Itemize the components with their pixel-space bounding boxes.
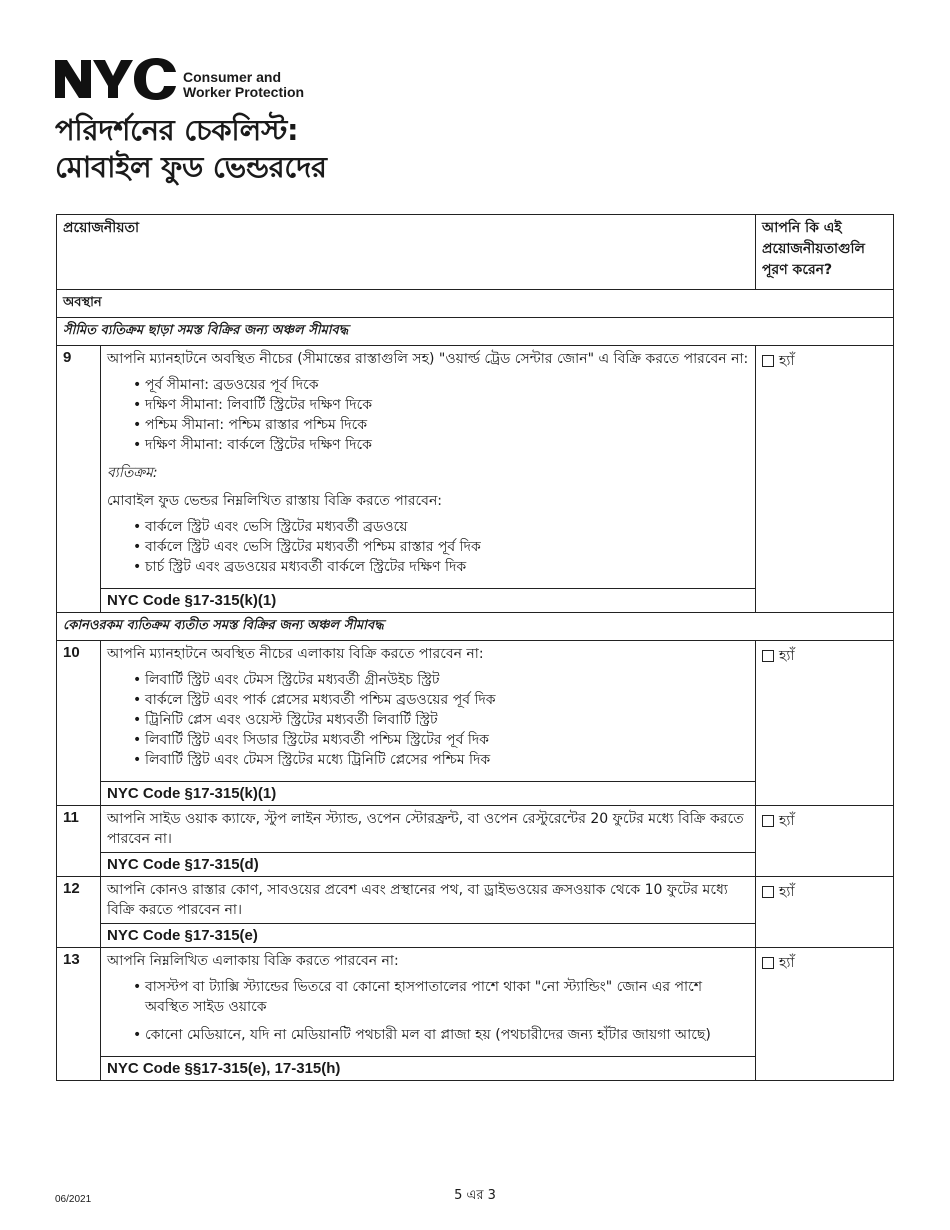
requirement-text	[101, 641, 756, 782]
nyc-code: NYC Code §17-315(e)	[101, 924, 756, 948]
title-line-2: মোবাইল ফুড ভেন্ডরদের	[55, 150, 327, 184]
answer-cell	[756, 948, 894, 1081]
requirement-header: প্রয়োজনীয়তা	[57, 215, 756, 290]
requirement-text	[101, 948, 756, 1057]
nyc-code: NYC Code §17-315(d)	[101, 853, 756, 877]
section-row	[57, 290, 894, 318]
list-item: • বার্কলে স্ট্রিট এবং ভেসি স্ট্রিটের মধ্যবর্তী পশ্চিম রাস্তার পূর্ব দিক	[145, 537, 749, 557]
exception-text: মোবাইল ফুড ভেন্ডর নিম্নলিখিত রাস্তায় বিক্রি করতে পারবেন:	[107, 493, 443, 509]
requirement-description: আপনি ম্যানহাটনে অবস্থিত নীচের (সীমান্তের রাস্তাগুলি সহ) "ওয়ার্ল্ড ট্রেড সেন্টার জোন" এ বিক্রি করতে পারবেন না:	[107, 351, 749, 367]
exception-list	[107, 517, 749, 577]
yes-label: হ্যাঁ	[779, 648, 795, 664]
list-item: • চার্চ স্ট্রিট এবং ব্রডওয়ের মধ্যবর্তী বার্কলে স্ট্রিটের দক্ষিণ দিক	[145, 557, 749, 577]
table-row	[57, 948, 894, 1057]
agency-name	[183, 70, 304, 102]
answer-header: আপনি কি এই প্রয়োজনীয়তাগুলি পূরণ করেন?	[756, 215, 894, 290]
section-location: অবস্থান	[57, 290, 894, 318]
answer-cell	[756, 877, 894, 948]
yes-checkbox[interactable]	[762, 809, 794, 833]
list-item: • বার্কলে স্ট্রিট এবং ভেসি স্ট্রিটের মধ্যবর্তী ব্রডওয়ে	[145, 517, 749, 537]
title-line-1: পরিদর্শনের চেকলিস্ট:	[55, 113, 299, 147]
nyc-code: NYC Code §17-315(k)(1)	[101, 589, 756, 613]
checkbox-square-icon[interactable]	[762, 886, 774, 898]
nyc-logo	[55, 56, 177, 102]
yes-checkbox[interactable]	[762, 349, 794, 373]
agency-line-2: Worker Protection	[183, 84, 305, 100]
requirement-text: আপনি সাইড ওয়াক ক্যাফে, স্টুপ লাইন স্ট্যান্ড, ওপেন স্টোরফ্রন্ট, বা ওপেন রেস্টুরেন্টের 20 ফুটের মধ্যে বিক্রি করতে পারবেন না।	[101, 806, 756, 853]
row-number: 11	[57, 806, 101, 877]
table-row	[57, 877, 894, 924]
page-number: 5 এর 3	[454, 1188, 496, 1203]
yes-label: হ্যাঁ	[779, 884, 795, 900]
yes-label: হ্যাঁ	[779, 955, 795, 971]
row-number: 12	[57, 877, 101, 948]
checkbox-square-icon[interactable]	[762, 650, 774, 662]
table-header-row	[57, 215, 894, 290]
header	[55, 52, 304, 102]
list-item: • পশ্চিম সীমানা: পশ্চিম রাস্তার পশ্চিম দিকে	[145, 415, 749, 435]
subsection-no-exception: কোনওরকম ব্যতিক্রম ব্যতীত সমস্ত বিক্রির জন্য অঞ্চল সীমাবদ্ধ	[57, 613, 894, 641]
subsection-limited: সীমিত ব্যতিক্রম ছাড়া সমস্ত বিক্রির জন্য অঞ্চল সীমাবদ্ধ	[57, 318, 894, 346]
requirement-text: আপনি কোনও রাস্তার কোণ, সাবওয়ের প্রবেশ এবং প্রস্থানের পথ, বা ড্রাইভওয়ের ক্রসওয়াক থেকে 10 ফুটের মধ্যে বিক্রি করতে পারবেন না।	[101, 877, 756, 924]
row-number: 9	[57, 346, 101, 613]
yes-label: হ্যাঁ	[779, 813, 795, 829]
requirement-description: আপনি ম্যানহাটনে অবস্থিত নীচের এলাকায় বিক্রি করতে পারবেন না:	[107, 646, 484, 662]
checklist-table	[56, 214, 894, 1081]
checkbox-square-icon[interactable]	[762, 815, 774, 827]
agency-line-1: Consumer and	[183, 69, 282, 85]
yes-checkbox[interactable]	[762, 644, 794, 668]
nyc-code: NYC Code §§17-315(e), 17-315(h)	[101, 1057, 756, 1081]
table-row	[57, 806, 894, 853]
area-list	[107, 977, 749, 1045]
list-item: • লিবার্টি স্ট্রিট এবং টেমস স্ট্রিটের মধ্যে ট্রিনিটি প্লেসের পশ্চিম দিক	[145, 750, 749, 770]
list-item: • কোনো মেডিয়ানে, যদি না মেডিয়ানটি পথচারী মল বা প্লাজা হয় (পথচারীদের জন্য হাঁটার জায়গা আছে)	[145, 1025, 749, 1045]
page-title	[55, 112, 327, 186]
list-item: • লিবার্টি স্ট্রিট এবং সিডার স্ট্রিটের মধ্যবর্তী পশ্চিম স্ট্রিটের পূর্ব দিক	[145, 730, 749, 750]
list-item: • দক্ষিণ সীমানা: লিবার্টি স্ট্রিটের দক্ষিণ দিকে	[145, 395, 749, 415]
requirement-description: আপনি নিম্নলিখিত এলাকায় বিক্রি করতে পারবেন না:	[107, 953, 399, 969]
checkbox-square-icon[interactable]	[762, 957, 774, 969]
list-item: • পূর্ব সীমানা: ব্রডওয়ের পূর্ব দিকে	[145, 375, 749, 395]
yes-checkbox[interactable]	[762, 951, 794, 975]
requirement-text	[101, 346, 756, 589]
table-row	[57, 641, 894, 782]
yes-label: হ্যাঁ	[779, 353, 795, 369]
area-list	[107, 670, 749, 770]
answer-cell	[756, 641, 894, 806]
row-number: 13	[57, 948, 101, 1081]
answer-cell	[756, 806, 894, 877]
subsection-row	[57, 318, 894, 346]
exception-label: ব্যতিক্রম:	[107, 465, 158, 481]
row-number: 10	[57, 641, 101, 806]
list-item: • বাসস্টপ বা ট্যাক্সি স্ট্যান্ডের ভিতরে বা কোনো হাসপাতালের পাশে থাকা "নো স্ট্যান্ডিং" জোন এর পাশে অবস্থিত সাইড ওয়াকে	[145, 977, 749, 1017]
list-item: • বার্কলে স্ট্রিট এবং পার্ক প্লেসের মধ্যবর্তী পশ্চিম ব্রডওয়ের পূর্ব দিক	[145, 690, 749, 710]
list-item: • লিবার্টি স্ট্রিট এবং টেমস স্ট্রিটের মধ্যবর্তী গ্রীনউইচ স্ট্রিট	[145, 670, 749, 690]
table-row	[57, 346, 894, 589]
revision-date: 06/2021	[55, 1194, 92, 1205]
checkbox-square-icon[interactable]	[762, 355, 774, 367]
boundary-list	[107, 375, 749, 455]
list-item: • দক্ষিণ সীমানা: বার্কলে স্ট্রিটের দক্ষিণ দিকে	[145, 435, 749, 455]
yes-checkbox[interactable]	[762, 880, 794, 904]
list-item: • ট্রিনিটি প্লেস এবং ওয়েস্ট স্ট্রিটের মধ্যবর্তী লিবার্টি স্ট্রিট	[145, 710, 749, 730]
answer-cell	[756, 346, 894, 613]
nyc-code: NYC Code §17-315(k)(1)	[101, 782, 756, 806]
subsection-row	[57, 613, 894, 641]
